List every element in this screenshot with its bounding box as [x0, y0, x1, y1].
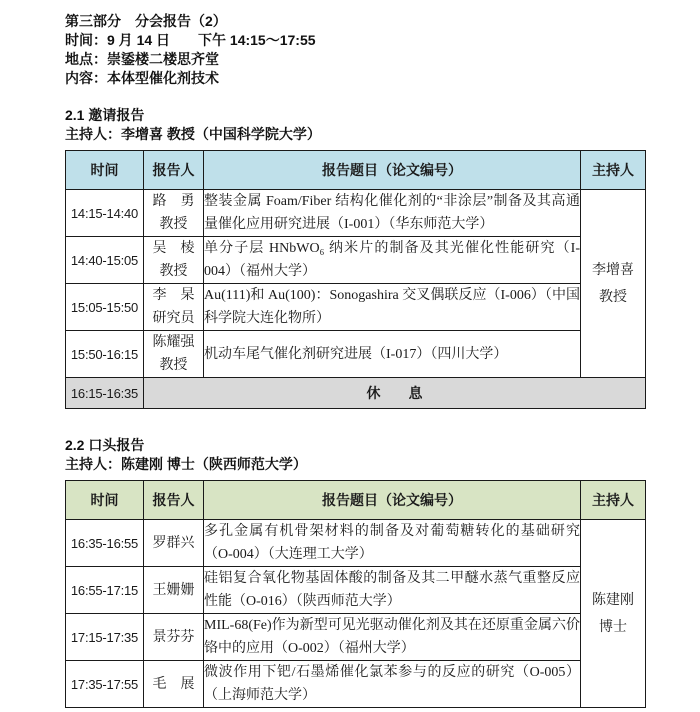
time-cell: 15:50-16:15 — [66, 331, 144, 378]
speaker-name: 毛 展 — [152, 676, 195, 692]
column-header-speaker: 报告人 — [144, 151, 204, 190]
topic-cell: MIL-68(Fe)作为新型可见光驱动催化剂及其在还原重金属六价铬中的应用（O-002）（福州大学） — [204, 614, 581, 661]
break-label-cell: 休 息 — [144, 378, 646, 409]
break-row — [66, 378, 646, 409]
speaker-name: 路 勇 — [152, 194, 195, 209]
break-time-cell: 16:15-16:35 — [66, 378, 144, 409]
speaker-name: 吴 棱 — [152, 241, 195, 256]
table-row — [66, 190, 646, 237]
part-title: 第三部分 分会报告（2） — [65, 13, 227, 29]
column-header-speaker: 报告人 — [144, 481, 204, 520]
speaker-name: 景芬芬 — [152, 629, 195, 645]
moderator-title: 教授 — [599, 289, 627, 305]
moderator-name: 李增喜 — [592, 262, 634, 278]
column-header-time: 时间 — [66, 481, 144, 520]
section-oral-reports — [65, 436, 645, 708]
speaker-name: 王姗姗 — [152, 582, 195, 598]
speaker-title: 教授 — [159, 264, 188, 279]
column-header-time: 时间 — [66, 151, 144, 190]
topic-cell: 多孔金属有机骨架材料的制备及对葡萄糖转化的基础研究（O-004）（大连理工大学） — [204, 520, 581, 567]
speaker-name: 陈耀强 — [152, 335, 195, 350]
speaker-title: 教授 — [159, 217, 188, 232]
topic-cell: 单分子层 HNbWO₆ 纳米片的制备及其光催化性能研究（I-004）（福州大学） — [204, 237, 581, 284]
invited-table-header-row — [66, 151, 646, 190]
speaker-title: 教授 — [159, 358, 188, 373]
session-venue-line: 地点：崇鋈楼二楼思齐堂 — [65, 51, 219, 67]
time-cell: 16:35-16:55 — [66, 520, 144, 567]
time-cell: 15:05-15:50 — [66, 284, 144, 331]
time-cell: 14:40-15:05 — [66, 237, 144, 284]
speaker-cell — [144, 284, 204, 331]
section-oral-heading: 2.2 口头报告 — [65, 437, 145, 453]
section-invited-reports — [65, 106, 645, 409]
speaker-cell — [144, 520, 204, 567]
table-row — [66, 520, 646, 567]
table-row — [66, 284, 646, 331]
time-cell: 17:15-17:35 — [66, 614, 144, 661]
speaker-cell — [144, 331, 204, 378]
table-row — [66, 661, 646, 708]
oral-table-header-row — [66, 481, 646, 520]
table-row — [66, 614, 646, 661]
time-cell: 16:55-17:15 — [66, 567, 144, 614]
oral-reports-table — [65, 480, 646, 708]
table-row — [66, 331, 646, 378]
document-header — [65, 12, 645, 88]
moderator-name: 陈建刚 — [592, 592, 634, 608]
column-header-moderator: 主持人 — [581, 151, 646, 190]
speaker-name: 罗群兴 — [152, 535, 195, 551]
speaker-cell — [144, 567, 204, 614]
table-row — [66, 237, 646, 284]
topic-cell: 硅铝复合氧化物基固体酸的制备及其二甲醚水蒸气重整反应性能（O-016）（陕西师范大学） — [204, 567, 581, 614]
time-cell: 14:15-14:40 — [66, 190, 144, 237]
table-row — [66, 567, 646, 614]
section-invited-head — [65, 106, 645, 144]
section-oral-head — [65, 436, 645, 474]
speaker-name: 李 杲 — [152, 288, 195, 303]
speaker-cell — [144, 190, 204, 237]
topic-cell: 机动车尾气催化剂研究进展（I-017）（四川大学） — [204, 331, 581, 378]
section-gap — [65, 409, 645, 436]
speaker-title: 研究员 — [152, 311, 195, 326]
speaker-cell — [144, 237, 204, 284]
time-cell: 17:35-17:55 — [66, 661, 144, 708]
moderator-title: 博士 — [599, 619, 627, 635]
invited-reports-table — [65, 150, 646, 409]
topic-cell: 微波作用下钯/石墨烯催化氯苯参与的反应的研究（O-005）（上海师范大学） — [204, 661, 581, 708]
column-header-topic: 报告题目（论文编号） — [204, 481, 581, 520]
column-header-topic: 报告题目（论文编号） — [204, 151, 581, 190]
session-topic-line: 内容：本体型催化剂技术 — [65, 70, 219, 86]
speaker-cell — [144, 614, 204, 661]
moderator-cell — [581, 520, 646, 708]
topic-cell: 整装金属 Foam/Fiber 结构化催化剂的“非涂层”制备及其高通量催化应用研究进展（I-001）（华东师范大学） — [204, 190, 581, 237]
session-time-line: 时间：9 月 14 日 下午 14:15～17:55 — [65, 32, 316, 48]
topic-cell: Au(111)和 Au(100)：Sonogashira 交叉偶联反应（I-006）（中国科学院大连化物所） — [204, 284, 581, 331]
moderator-cell — [581, 190, 646, 378]
speaker-cell — [144, 661, 204, 708]
section-oral-moderator-line: 主持人：陈建刚 博士（陕西师范大学） — [65, 456, 307, 472]
section-invited-moderator-line: 主持人：李增喜 教授（中国科学院大学） — [65, 126, 321, 142]
column-header-moderator: 主持人 — [581, 481, 646, 520]
section-invited-heading: 2.1 邀请报告 — [65, 107, 145, 123]
